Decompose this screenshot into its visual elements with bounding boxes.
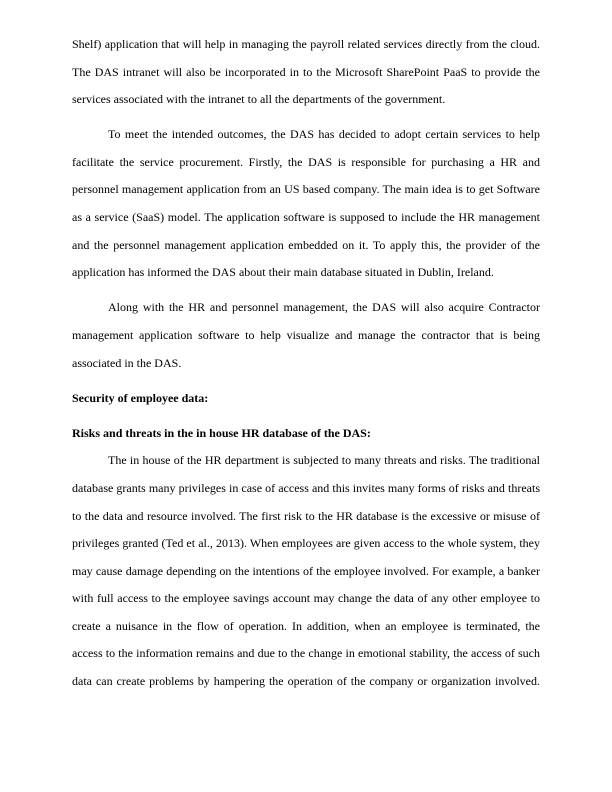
heading-security-employee-data: Security of employee data: <box>72 390 209 405</box>
heading-risks-threats: Risks and threats in the in house HR database of the DAS: <box>72 425 371 440</box>
spacer <box>72 114 540 122</box>
spacer <box>72 287 540 295</box>
spacer <box>72 377 540 385</box>
paragraph-cloud-payroll: Shelf) application that will help in managing the payroll related services directly from the cloud. The DAS intranet will also be incorporated in to the Microsoft SharePoint PaaS to provide the services associated with the intranet to all the departments of the government. <box>72 37 540 107</box>
spacer <box>72 412 540 420</box>
paragraph-hr-database-risks: The in house of the HR department is subjected to many threats and risks. The traditional database grants many privileges in case of access and this invites many forms of risks and threats to the data and resource involved. The first risk to the HR database is the excessive or misuse of privileges granted (Ted et al., 2013). When employees are given access to the whole system, they may cause damage depending on the intentions of the employee involved. For example, a banker with full access to the employee savings account may change the data of any other employee to create a nuisance in the flow of operation. In addition, when an employee is terminated, the access to the information remains and due to the change in emotional stability, the access of such data can create problems by hampering the operation of the company or organization involved. <box>72 453 540 689</box>
paragraph-contractor-management: Along with the HR and personnel management, the DAS will also acquire Contractor management application software to help visualize and manage the contractor that is being associated in the DAS. <box>72 300 540 370</box>
paragraph-service-procurement: To meet the intended outcomes, the DAS has decided to adopt certain services to help facilitate the service procurement. Firstly, the DAS is responsible for purchasing a HR and personnel management application from an US based company. The main idea is to get Software as a service (SaaS) model. The application software is supposed to include the HR management and the personnel management application embedded on it. To apply this, the provider of the application has informed the DAS about their main database situated in Dublin, Ireland. <box>72 127 540 280</box>
document-page <box>72 31 540 696</box>
